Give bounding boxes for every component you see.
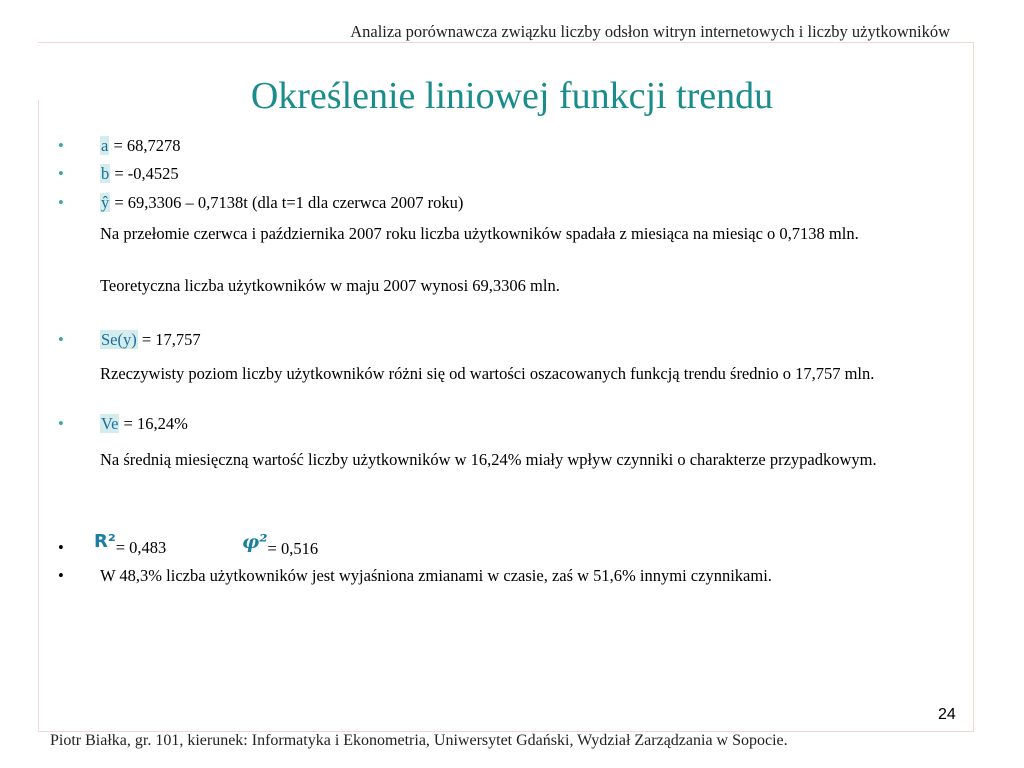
bullet-marker: • [58,136,64,155]
symbol-b: b [101,164,110,183]
value-yhat: = 69,3306 – 0,7138t (dla t=1 dla czerwca 2007 roku) [110,193,464,212]
value-b: = -0,4525 [110,164,179,183]
symbol-yhat: ŷ [101,193,110,212]
bullet-marker: • [58,193,64,212]
symbol-a: a [101,136,109,155]
slide-footer: Piotr Białka, gr. 101, kierunek: Informatyka i Ekonometria, Uniwersytet Gdański, Wydział Zarządzania w Sopocie. [50,732,788,749]
paragraph-theoretical: Teoretyczna liczba użytkowników w maju 2007 wynosi 69,3306 mln. [100,276,560,295]
bullet-marker: • [58,164,64,183]
symbol-ve: Ve [101,414,119,433]
bullet-marker: • [58,566,64,585]
value-a: = 68,7278 [109,136,181,155]
r-squared-value: = 0,483 [115,538,167,557]
frame-line-right [973,42,974,732]
slide-title: Określenie liniowej funkcji trendu [250,75,774,117]
phi-squared-value: = 0,516 [267,539,319,558]
frame-line-top [38,42,974,43]
paragraph-trend: Na przełomie czerwca i października 2007 roku liczba użytkowników spadała z miesiąca na miesiąc o 0,7138 mln. [100,224,859,243]
symbol-se: Se(y) [101,330,137,349]
r-squared-symbol: R² [94,531,116,552]
bullet-marker: • [58,414,64,433]
phi-squared-symbol: φ² [242,531,268,553]
page-number: 24 [938,706,956,723]
frame-line-left [38,100,39,730]
bullet-marker: • [58,330,64,349]
slide-header: Analiza porównawcza związku liczby odsłon witryn internetowych i liczby użytkowników [350,22,950,41]
bullet-marker: • [58,538,64,557]
paragraph-ve: Na średnią miesięczną wartość liczby użytkowników w 16,24% miały wpływ czynniki o charakterze przypadkowym. [100,450,877,469]
paragraph-se: Rzeczywisty poziom liczby użytkowników różni się od wartości oszacowanych funkcją trendu średnio o 17,757 mln. [100,364,875,383]
value-se: = 17,757 [137,330,201,349]
value-ve: = 16,24% [119,414,188,433]
summary-text: W 48,3% liczba użytkowników jest wyjaśniona zmianami w czasie, zaś w 51,6% innymi czynnikami. [100,566,772,585]
